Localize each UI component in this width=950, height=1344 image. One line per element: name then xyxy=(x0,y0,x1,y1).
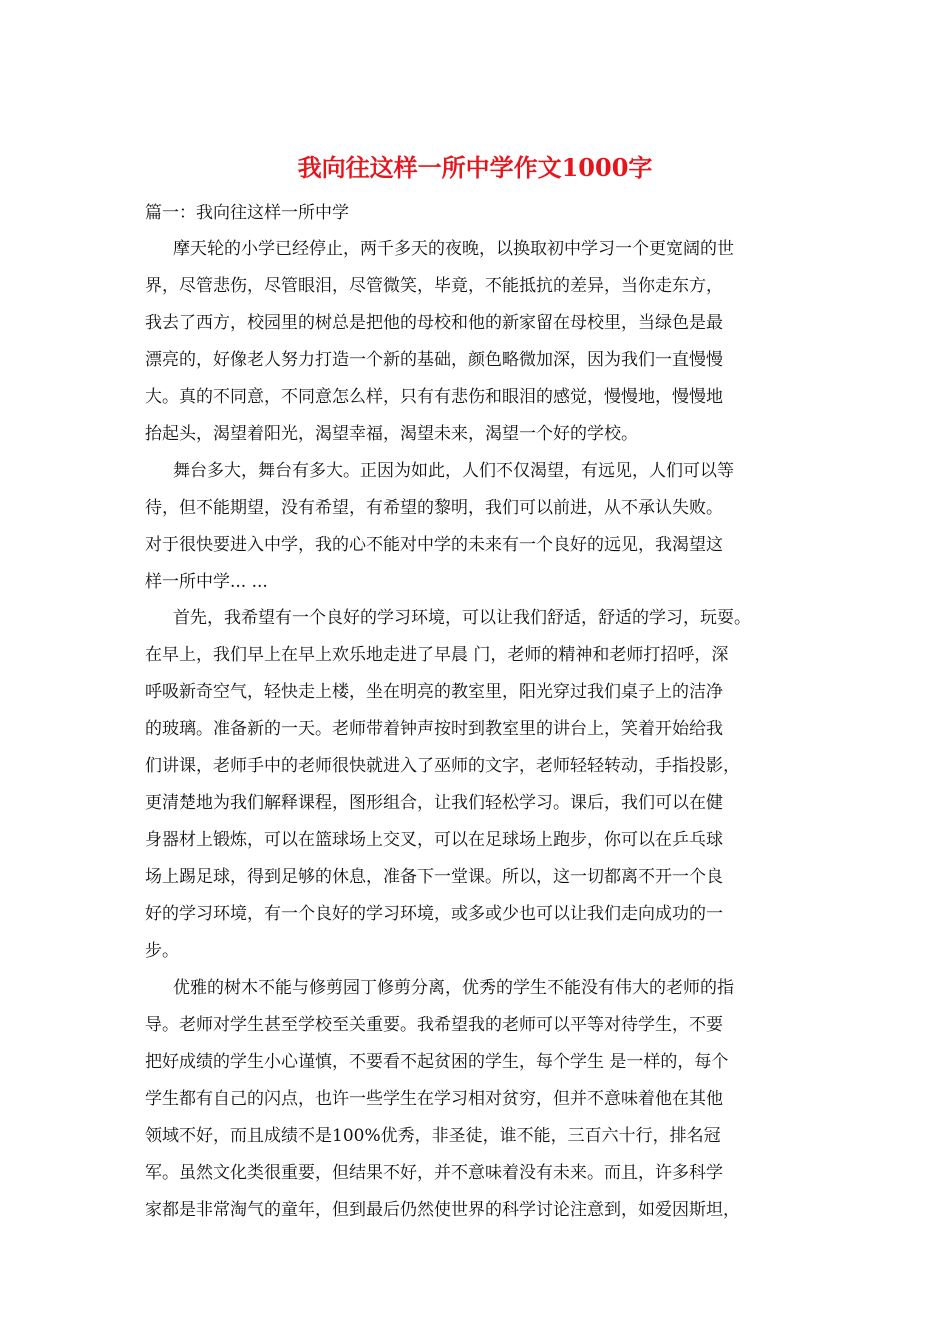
paragraph-line: 界，尽管悲伤，尽管眼泪，尽管微笑，毕竟，不能抵抗的差异，当你走东方， xyxy=(145,276,723,296)
section-heading: 篇一：我向往这样一所中学 xyxy=(145,203,349,223)
paragraph-line: 舞台多大，舞台有多大。正因为如此，人们不仅渴望，有远见，人们可以等 xyxy=(173,461,734,481)
paragraph-line: 优雅的树木不能与修剪园丁修剪分离，优秀的学生不能没有伟大的老师的指 xyxy=(173,978,734,998)
paragraph-line: 呼吸新奇空气，轻快走上楼，坐在明亮的教室里，阳光穿过我们桌子上的洁净 xyxy=(145,682,723,702)
paragraph-line: 样一所中学... ... xyxy=(145,572,268,592)
paragraph-line: 大。真的不同意，不同意怎么样，只有有悲伤和眼泪的感觉，慢慢地，慢慢地 xyxy=(145,387,723,407)
paragraph-line: 步。 xyxy=(145,941,179,961)
paragraph-line: 领域不好，而且成绩不是100%优秀，非圣徒，谁不能，三百六十行，排名冠 xyxy=(145,1126,721,1146)
paragraph-line: 在早上，我们早上在早上欢乐地走进了早晨 门，老师的精神和老师打招呼，深 xyxy=(145,645,729,665)
paragraph-line: 抬起头，渴望着阳光，渴望幸福，渴望未来，渴望一个好的学校。 xyxy=(145,424,638,444)
paragraph-line: 漂亮的，好像老人努力打造一个新的基础，颜色略微加深，因为我们一直慢慢 xyxy=(145,350,723,370)
paragraph-line: 们讲课，老师手中的老师很快就进入了巫师的文字，老师轻轻转动，手指投影， xyxy=(145,756,740,776)
paragraph-line: 的玻璃。准备新的一天。老师带着钟声按时到教室里的讲台上，笑着开始给我 xyxy=(145,719,723,739)
paragraph-line: 首先，我希望有一个良好的学习环境，可以让我们舒适，舒适的学习，玩耍。 xyxy=(173,608,751,628)
paragraph-line: 把好成绩的学生小心谨慎，不要看不起贫困的学生，每个学生 是一样的，每个 xyxy=(145,1052,729,1072)
paragraph-line: 学生都有自己的闪点，也许一些学生在学习相对贫穷，但并不意味着他在其他 xyxy=(145,1089,723,1109)
paragraph-line: 待，但不能期望，没有希望，有希望的黎明，我们可以前进，从不承认失败。 xyxy=(145,498,723,518)
paragraph-line: 对于很快要进入中学，我的心不能对中学的未来有一个良好的远见，我渴望这 xyxy=(145,535,723,555)
paragraph-line: 军。虽然文化类很重要，但结果不好，并不意味着没有未来。而且，许多科学 xyxy=(145,1163,723,1183)
paragraph-line: 更清楚地为我们解释课程，图形组合，让我们轻松学习。课后，我们可以在健 xyxy=(145,793,723,813)
paragraph-line: 摩天轮的小学已经停止，两千多天的夜晚，以换取初中学习一个更宽阔的世 xyxy=(173,239,734,259)
paragraph-line: 家都是非常淘气的童年，但到最后仍然使世界的科学讨论注意到，如爱因斯坦， xyxy=(145,1200,740,1220)
paragraph-line: 场上踢足球，得到足够的休息，准备下一堂课。所以，这一切都离不开一个良 xyxy=(145,867,723,887)
paragraph-line: 好的学习环境，有一个良好的学习环境，或多或少也可以让我们走向成功的一 xyxy=(145,904,723,924)
paragraph-line: 导。老师对学生甚至学校至关重要。我希望我的老师可以平等对待学生，不要 xyxy=(145,1015,723,1035)
paragraph-line: 身器材上锻炼，可以在篮球场上交叉，可以在足球场上跑步，你可以在乒乓球 xyxy=(145,830,723,850)
document-title: 我向往这样一所中学作文1000字 xyxy=(297,153,653,182)
paragraph-line: 我去了西方，校园里的树总是把他的母校和他的新家留在母校里，当绿色是最 xyxy=(145,313,723,333)
